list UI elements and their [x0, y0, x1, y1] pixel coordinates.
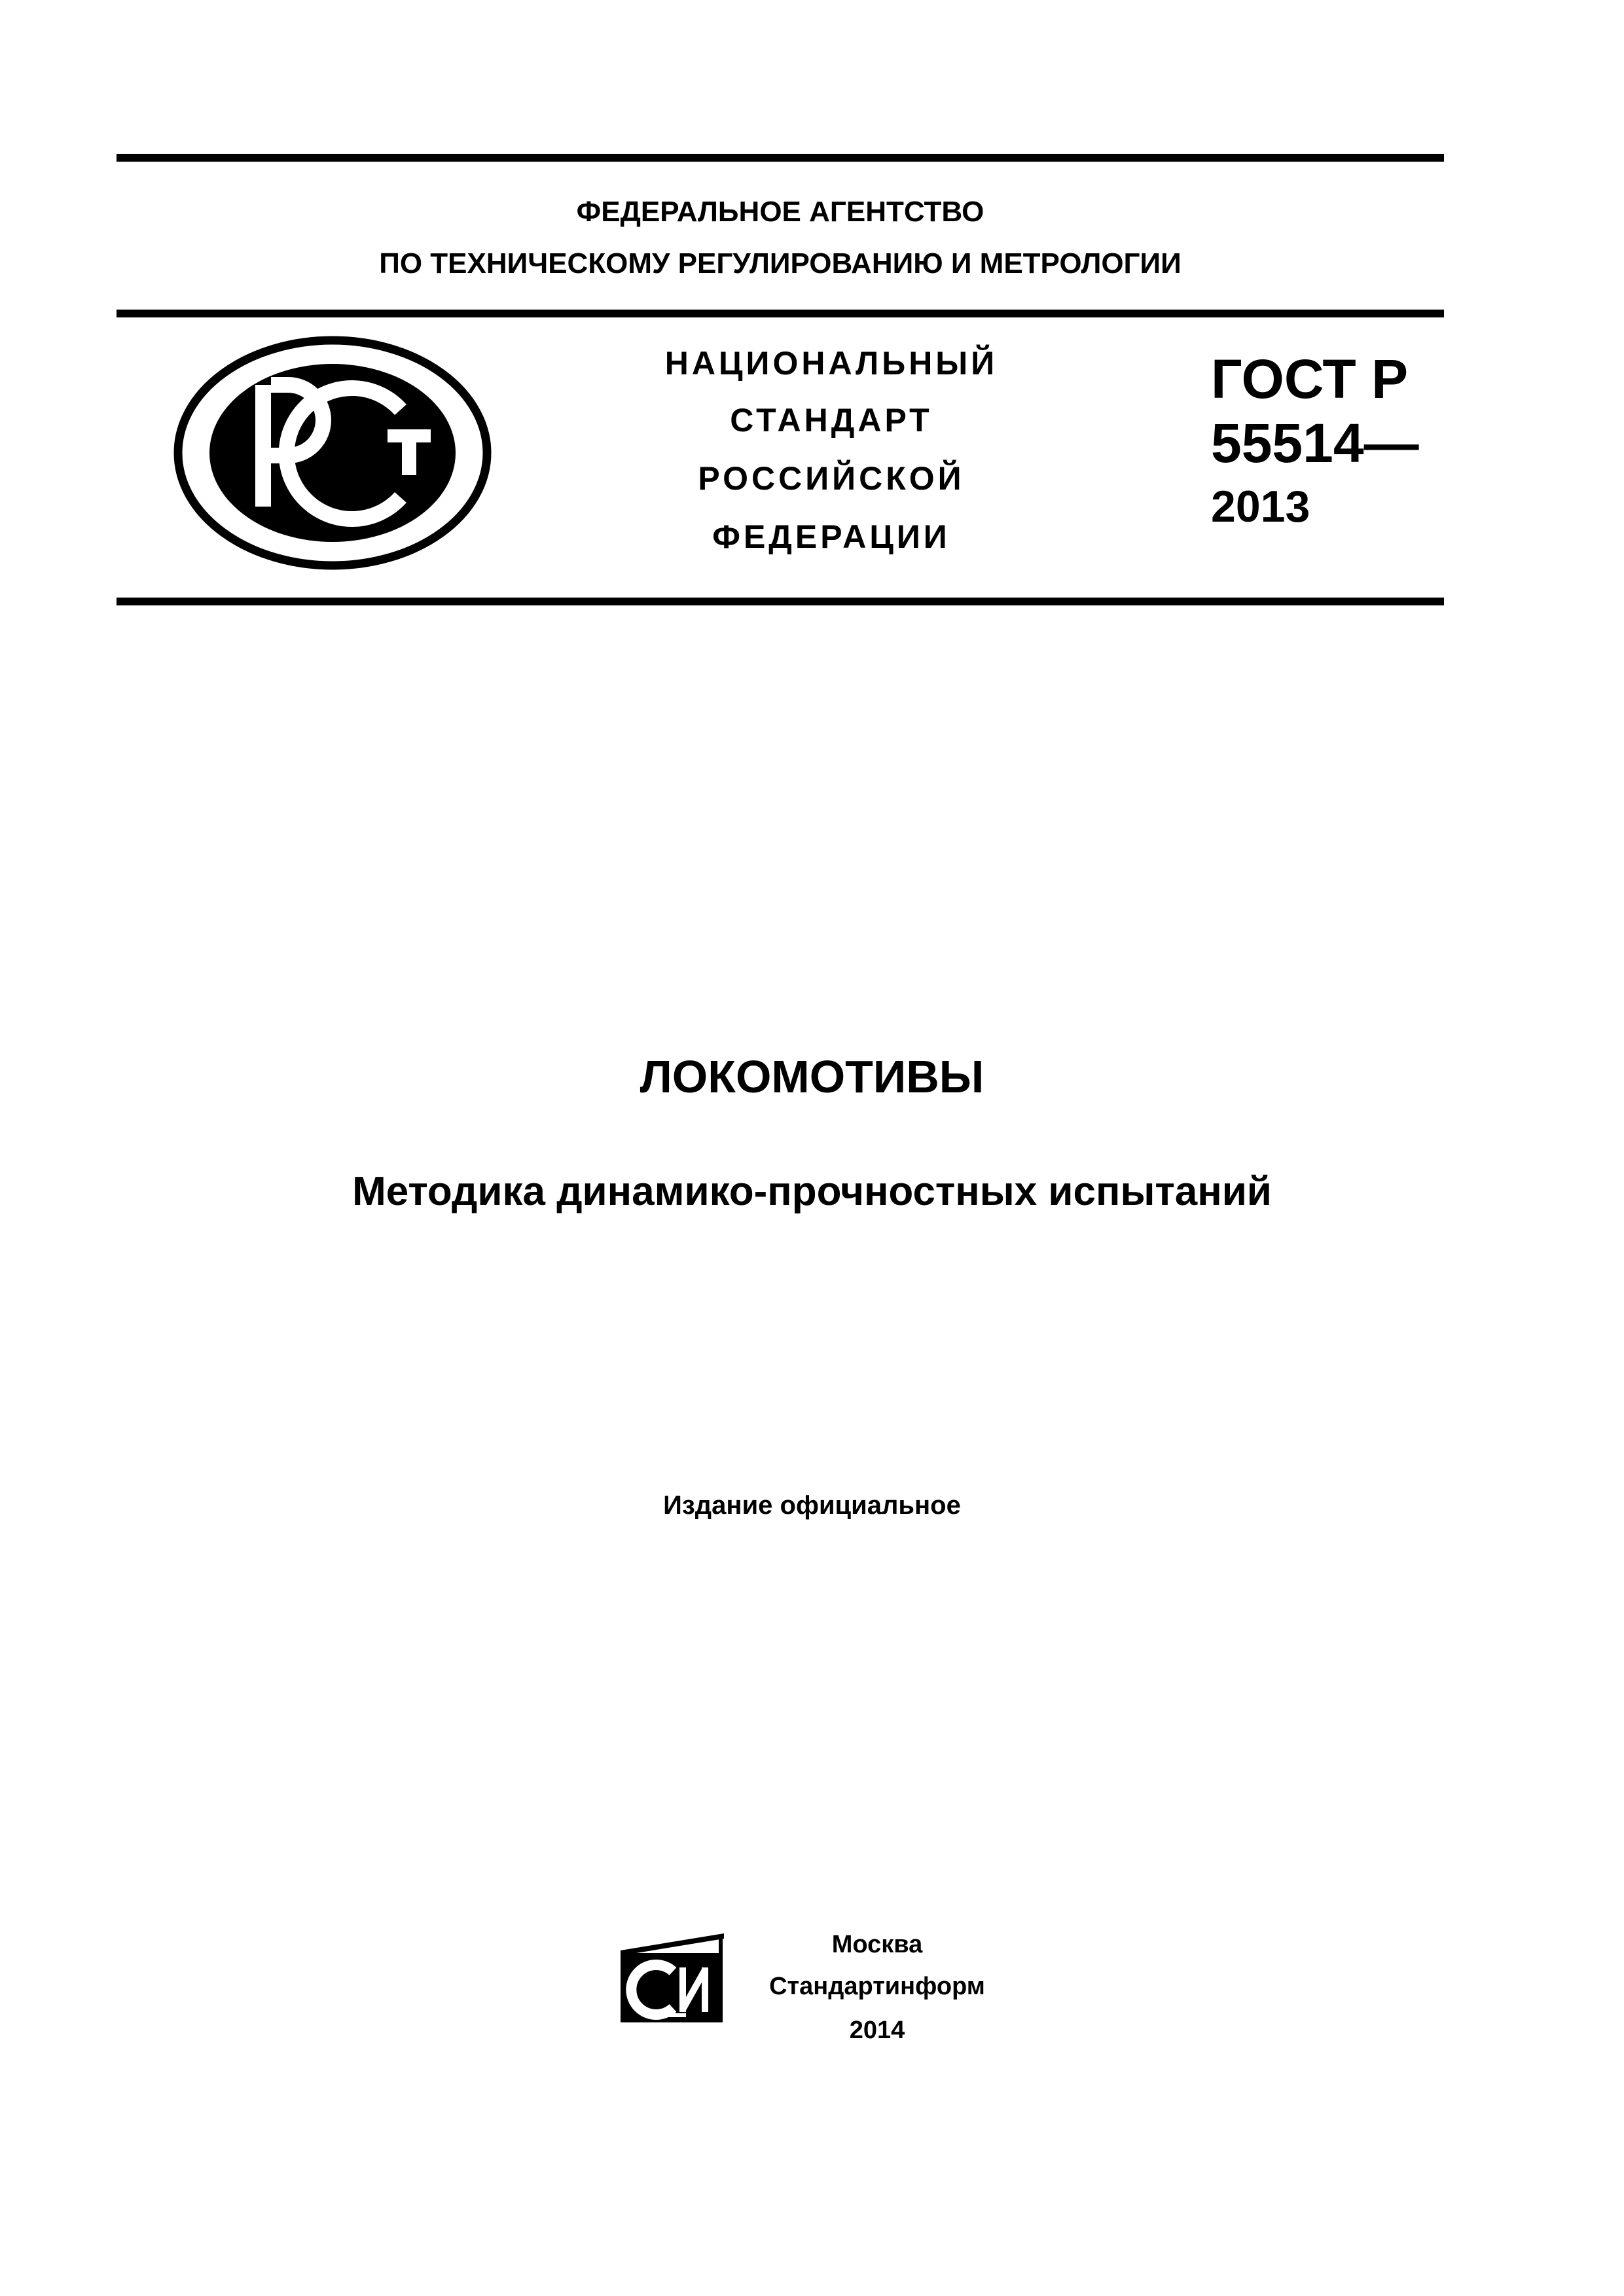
top-divider — [117, 154, 1444, 162]
standard-block-divider — [117, 598, 1444, 605]
agency-name-line1: ФЕДЕРАЛЬНОЕ АГЕНТСТВО — [576, 196, 984, 228]
gost-number: 55514— — [1211, 412, 1419, 474]
publication-year: 2014 — [849, 2017, 905, 2044]
document-title: ЛОКОМОТИВЫ — [640, 1051, 984, 1102]
national-standard-line2: СТАНДАРТ — [730, 402, 933, 439]
edition-label: Издание официальное — [663, 1491, 961, 1520]
standartinform-logo-icon — [614, 1931, 725, 2029]
pst-logo-icon — [171, 334, 494, 572]
publisher-city: Москва — [831, 1931, 923, 1958]
gost-designation: ГОСТ Р — [1211, 348, 1409, 410]
header-divider — [117, 310, 1444, 317]
national-standard-line3: РОССИЙСКОЙ — [698, 460, 965, 497]
publisher-name: Стандартинформ — [769, 1973, 985, 2000]
document-subtitle: Методика динамико-прочностных испытаний — [352, 1169, 1272, 1214]
gost-year: 2013 — [1211, 482, 1310, 531]
national-standard-line1: НАЦИОНАЛЬНЫЙ — [664, 345, 998, 382]
national-standard-line4: ФЕДЕРАЦИИ — [712, 518, 950, 555]
agency-name-line2: ПО ТЕХНИЧЕСКОМУ РЕГУЛИРОВАНИЮ И МЕТРОЛОГИИ — [379, 247, 1182, 279]
